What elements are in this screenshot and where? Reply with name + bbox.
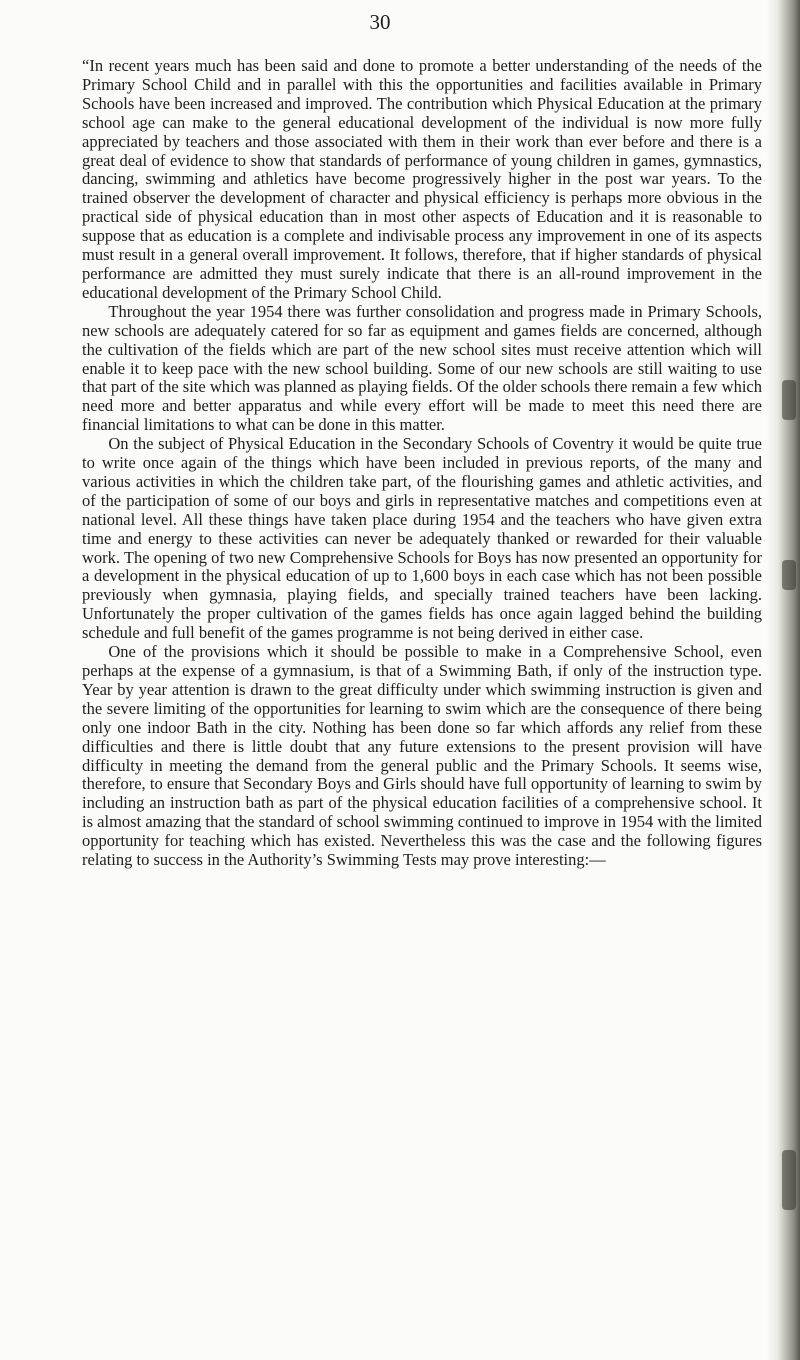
body-text bbox=[82, 57, 762, 870]
paragraph-primary-school-child: “In recent years much has been said and done to promote a better understanding of the needs of the Primary School Child and in parallel with this the opportunities and facilities available in Primary Schools have been increased and improved. The contribution which Physical Education at the primary school age can make to the general educational development of the individual is now more fully appreciated by teachers and those associated with them in their work than ever before and there is a great deal of evidence to show that standards of performance of young children in games, gymnastics, dancing, swimming and athletics have become progressively higher in the post war years. To the trained observer the development of character and physical efficiency is perhaps more obvious in the practical side of physical education than in most other aspects of Education and it is reasonable to suppose that as education is a complete and indivisable process any improvement in one of its aspects must result in a general overall improvement. It follows, therefore, that if higher standards of physical performance are admitted they must surely indicate that there is an all-round improvement in the educational development of the Primary School Child. bbox=[82, 56, 762, 302]
paragraph-primary-schools-progress: Throughout the year 1954 there was further consolidation and progress made in Primary Schools, new schools are adequately catered for so far as equipment and games fields are concerned, although the cultivation of the fields which are part of the new school sites must receive attention which will enable it to keep pace with the new school building. Some of our new schools are still waiting to use that part of the site which was planned as playing fields. Of the older schools there remain a few which need more and better apparatus and while every effort will be made to meet this need there are financial limitations to what can be done in this matter. bbox=[82, 301, 762, 435]
page-edge-mark bbox=[782, 1150, 796, 1210]
page-edge-mark bbox=[782, 380, 796, 420]
page-number: 30 bbox=[369, 10, 391, 34]
paragraph-swimming-bath: One of the provisions which it should be possible to make in a Comprehensive School, even perhaps at the expense of a gymnasium, is that of a Swimming Bath, if only of the instruction type. Year by year attention is drawn to the great difficulty under which swimming instruction is given and the severe limiting of the opportunities for learning to swim which are the consequence of there being only one indoor Bath in the city. Nothing has been done so far which affords any relief from these difficulties and there is little doubt that any future extensions to the present provision will have difficulty in meeting the demand from the general public and the Primary Schools. It seems wise, therefore, to ensure that Secondary Boys and Girls should have full opportunity of learning to swim by including an instruction bath as part of the physical education facilities of a comprehensive school. It is almost amazing that the standard of school swimming continued to improve in 1954 with the limited opportunity for teaching which has existed. Nevertheless this was the case and the following figures relating to success in the Authority’s Swimming Tests may prove interesting:— bbox=[82, 642, 762, 870]
page-edge-mark bbox=[782, 560, 796, 590]
paragraph-secondary-schools: On the subject of Physical Education in the Secondary Schools of Coventry it would be quite true to write once again of the things which have been included in previous reports, of the many and various activities in which the children take part, of the flourishing games and athletic activities, and of the participation of some of our boys and girls in representative matches and competitions even at national level. All these things have taken place during 1954 and the teachers who have given extra time and energy to these activities can never be adequately thanked or rewarded for their valuable work. The opening of two new Comprehensive Schools for Boys has now presented an opportunity for a development in the physical education of up to 1,600 boys in each case which has not been possible previously when gymnasia, playing fields, and specially trained teachers have been lacking. Unfortunately the proper cultivation of the games fields has once again lagged behind the building schedule and full benefit of the games programme is not being derived in either case. bbox=[82, 434, 762, 643]
